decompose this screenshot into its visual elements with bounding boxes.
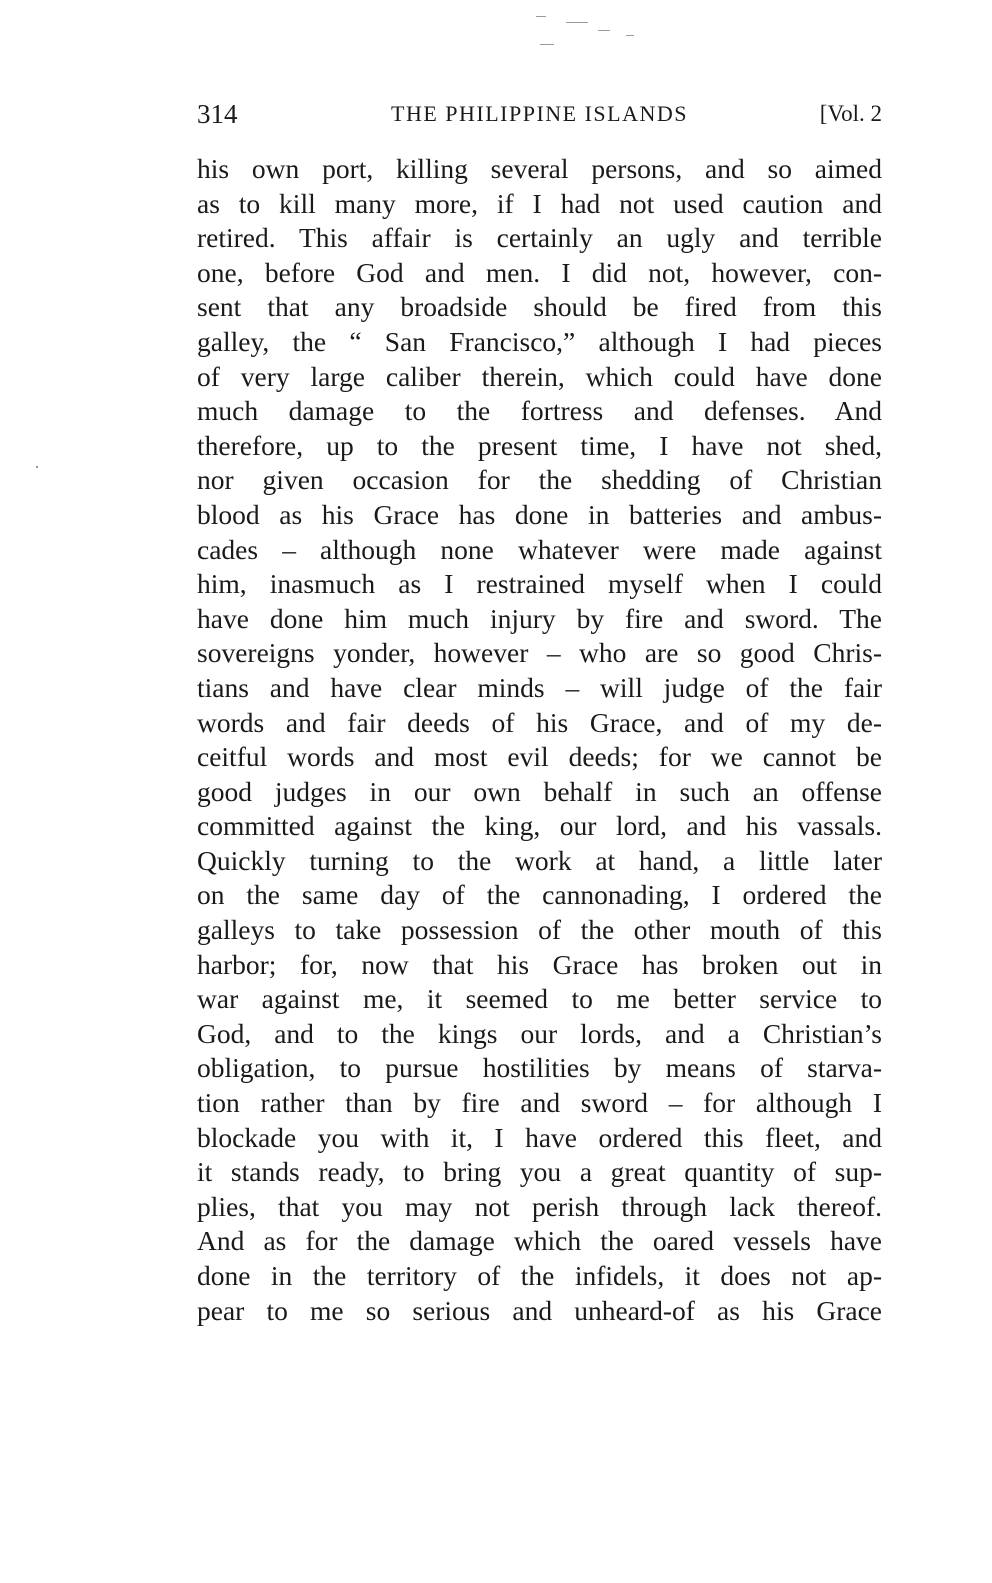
volume-label: [Vol. 2 xyxy=(819,101,882,126)
text-line: good judges in our own behalf in such an offense xyxy=(197,775,882,807)
text-line: therefore, up to the present time, I have not shed, xyxy=(197,429,882,461)
text-line: harbor; for, now that his Grace has broken out in xyxy=(197,948,882,980)
book-title: THE PHILIPPINE ISLANDS xyxy=(391,101,688,126)
scan-artifact xyxy=(626,35,634,36)
text-line: as to kill many more, if I had not used caution and xyxy=(197,187,882,219)
running-header xyxy=(197,96,882,132)
text-line: war against me, it seemed to me better service to xyxy=(197,983,882,1015)
text-line: obligation, to pursue hostilities by means of starva- xyxy=(197,1052,882,1084)
text-line: sovereigns yonder, however – who are so good Chris- xyxy=(197,637,882,669)
text-line: retired. This affair is certainly an ugly and terrible xyxy=(197,222,882,254)
text-line: blockade you with it, I have ordered this fleet, and xyxy=(197,1121,882,1153)
text-line: And as for the damage which the oared vessels have xyxy=(197,1225,882,1257)
text-line: of very large caliber therein, which could have done xyxy=(197,360,882,392)
body-text xyxy=(197,152,882,1328)
text-line: have done him much injury by fire and sword. The xyxy=(197,602,882,634)
text-line: tion rather than by fire and sword – for although I xyxy=(197,1087,882,1119)
text-line: him, inasmuch as I restrained myself when I could xyxy=(197,568,882,600)
text-line: nor given occasion for the shedding of Christian xyxy=(197,464,882,496)
text-line: one, before God and men. I did not, however, con- xyxy=(197,256,882,288)
page-number: 314 xyxy=(197,99,238,129)
scan-artifact xyxy=(540,44,554,45)
text-line: Quickly turning to the work at hand, a little later xyxy=(197,844,882,876)
text-line: tians and have clear minds – will judge of the fair xyxy=(197,671,882,703)
text-line: cades – although none whatever were made against xyxy=(197,533,882,565)
text-line: galleys to take possession of the other mouth of this xyxy=(197,914,882,946)
scan-artifact xyxy=(598,30,610,31)
text-line: committed against the king, our lord, and his vassals. xyxy=(197,810,882,842)
scan-artifact xyxy=(36,466,38,468)
text-line: pear to me so serious and unheard-of as his Grace xyxy=(197,1294,882,1326)
text-line: on the same day of the cannonading, I ordered the xyxy=(197,879,882,911)
text-line: God, and to the kings our lords, and a Christian’s xyxy=(197,1017,882,1049)
scan-artifact xyxy=(566,22,588,23)
text-line: done in the territory of the infidels, it does not ap- xyxy=(197,1260,882,1291)
text-line: words and fair deeds of his Grace, and of my de- xyxy=(197,706,882,738)
text-line: plies, that you may not perish through lack thereof. xyxy=(197,1190,882,1222)
scan-artifact xyxy=(536,16,546,17)
text-line: it stands ready, to bring you a great quantity of sup- xyxy=(197,1156,882,1188)
text-line: blood as his Grace has done in batteries and ambus- xyxy=(197,498,882,530)
text-line: ceitful words and most evil deeds; for we cannot be xyxy=(197,741,882,773)
text-line: galley, the “ San Francisco,” although I had pieces xyxy=(197,325,882,357)
text-line: much damage to the fortress and defenses. And xyxy=(197,395,882,427)
text-line: his own port, killing several persons, and so aimed xyxy=(197,153,882,184)
text-line: sent that any broadside should be fired from this xyxy=(197,291,882,323)
